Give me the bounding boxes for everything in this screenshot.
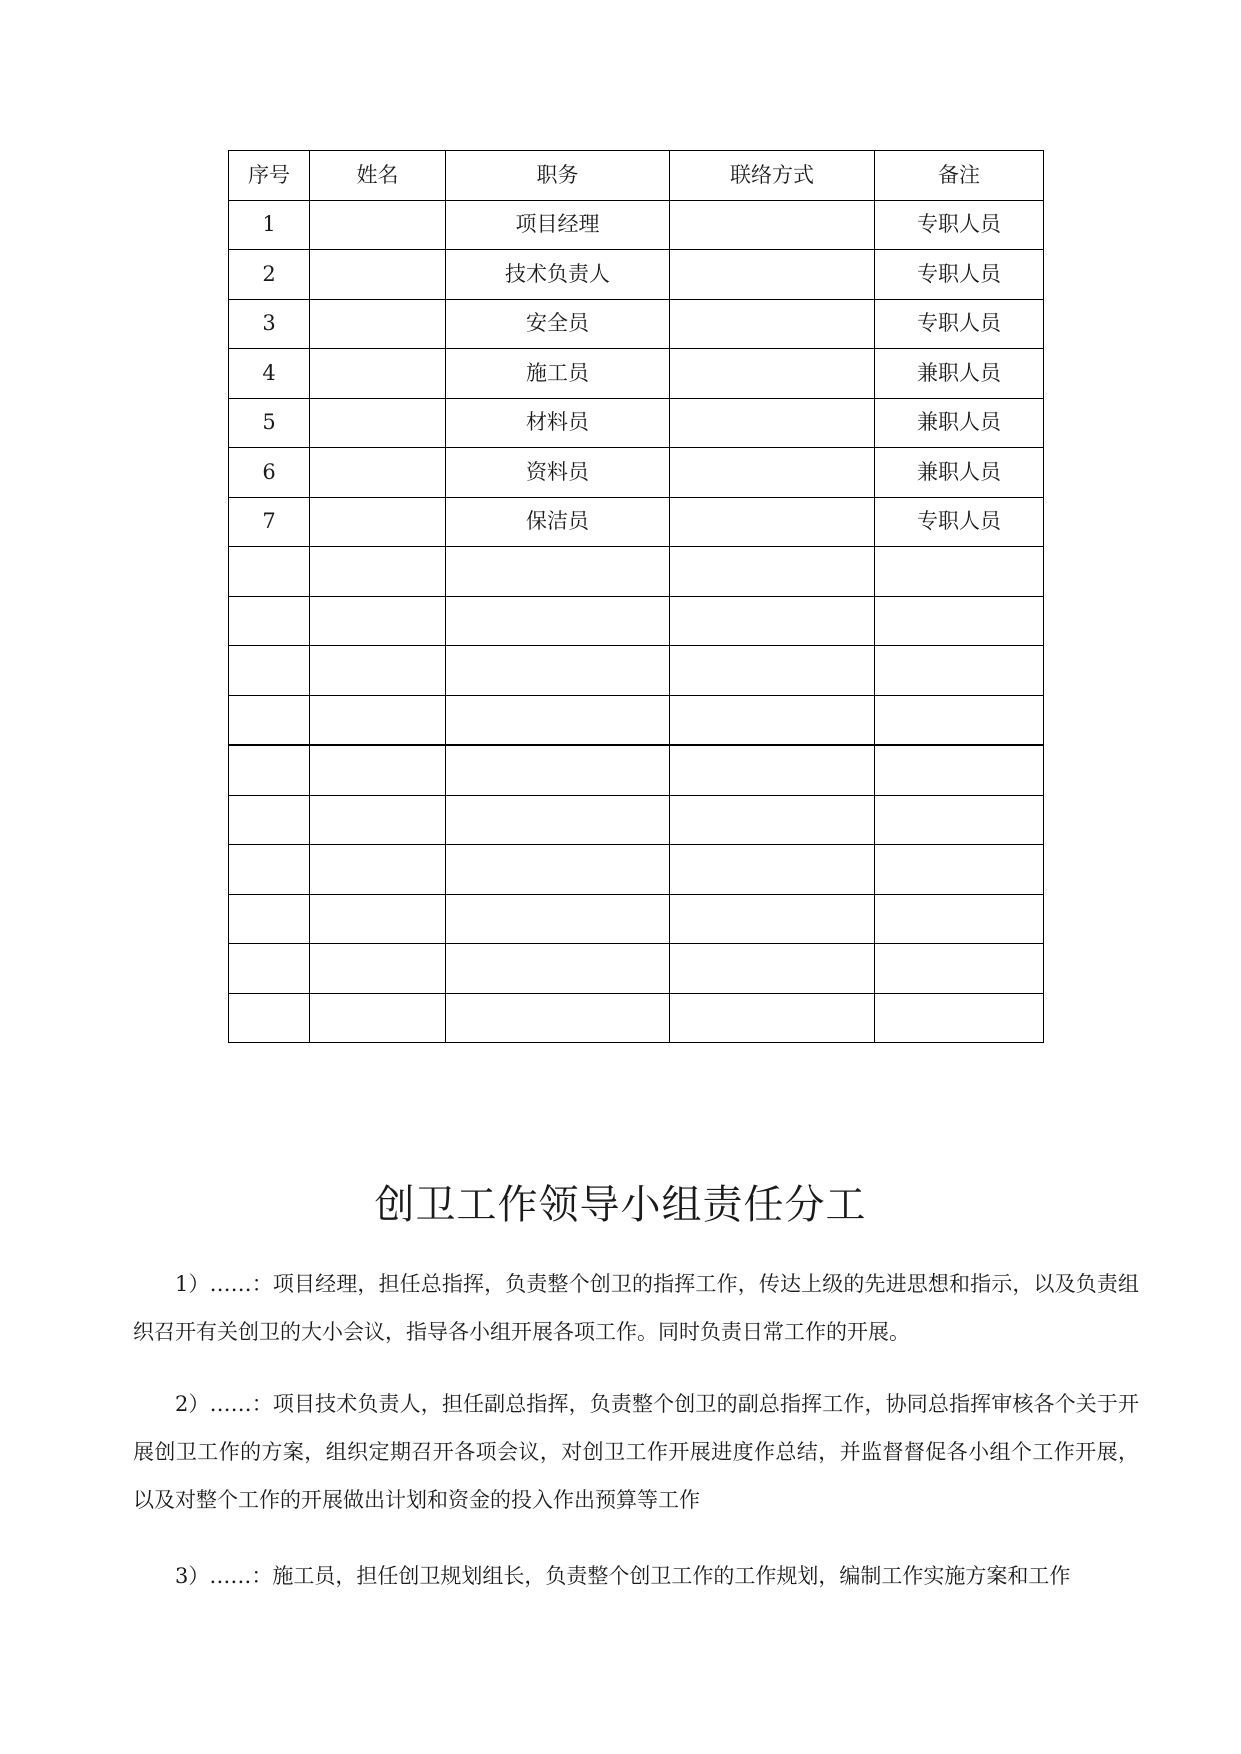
cell-remarks: 兼职人员: [875, 448, 1044, 498]
table-row: [229, 795, 1044, 845]
cell-index: [229, 547, 310, 597]
header-cell-contact: 联络方式: [670, 151, 875, 201]
cell-index: 7: [229, 497, 310, 547]
cell-position: 保洁员: [446, 497, 670, 547]
header-cell-index: 序号: [229, 151, 310, 201]
cell-name: [310, 398, 446, 448]
cell-index: [229, 695, 310, 745]
cell-remarks: [875, 944, 1044, 994]
cell-contact: [670, 250, 875, 300]
cell-remarks: [875, 547, 1044, 597]
cell-contact: [670, 448, 875, 498]
cell-name: [310, 547, 446, 597]
cell-index: [229, 894, 310, 944]
cell-index: 5: [229, 398, 310, 448]
cell-contact: [670, 646, 875, 696]
responsibility-paragraph-2: 2）……：项目技术负责人，担任副总指挥，负责整个创卫的副总指挥工作，协同总指挥审核各个关于开展创卫工作的方案，组织定期召开各项会议，对创卫工作开展进度作总结，并监督督促各小组个工作开展，以及对整个工作的开展做出计划和资金的投入作出预算等工作: [133, 1392, 1139, 1512]
cell-remarks: [875, 695, 1044, 745]
cell-remarks: 专职人员: [875, 200, 1044, 250]
table-row: [229, 745, 1044, 795]
cell-index: [229, 596, 310, 646]
cell-contact: [670, 547, 875, 597]
table-row: [229, 250, 1044, 300]
cell-name: [310, 646, 446, 696]
cell-remarks: 专职人员: [875, 497, 1044, 547]
table-row: [229, 349, 1044, 399]
cell-index: [229, 993, 310, 1043]
cell-contact: [670, 299, 875, 349]
table-row: [229, 695, 1044, 745]
cell-position: [446, 745, 670, 795]
cell-position: [446, 795, 670, 845]
cell-position: [446, 845, 670, 895]
cell-name: [310, 497, 446, 547]
cell-name: [310, 200, 446, 250]
cell-index: 1: [229, 200, 310, 250]
cell-index: 6: [229, 448, 310, 498]
cell-name: [310, 349, 446, 399]
cell-index: [229, 944, 310, 994]
cell-name: [310, 596, 446, 646]
cell-contact: [670, 695, 875, 745]
staff-table: [228, 150, 1044, 1043]
cell-contact: [670, 944, 875, 994]
cell-remarks: 兼职人员: [875, 349, 1044, 399]
cell-name: [310, 299, 446, 349]
cell-position: [446, 547, 670, 597]
cell-position: [446, 944, 670, 994]
table-row: [229, 299, 1044, 349]
cell-remarks: [875, 745, 1044, 795]
cell-contact: [670, 200, 875, 250]
cell-name: [310, 944, 446, 994]
cell-remarks: [875, 596, 1044, 646]
cell-index: [229, 646, 310, 696]
cell-remarks: 专职人员: [875, 299, 1044, 349]
cell-position: [446, 993, 670, 1043]
header-cell-name: 姓名: [310, 151, 446, 201]
cell-remarks: 兼职人员: [875, 398, 1044, 448]
header-cell-position: 职务: [446, 151, 670, 201]
cell-contact: [670, 993, 875, 1043]
table-row: [229, 398, 1044, 448]
cell-position: 项目经理: [446, 200, 670, 250]
table-row: [229, 646, 1044, 696]
cell-name: [310, 448, 446, 498]
cell-contact: [670, 845, 875, 895]
cell-position: [446, 646, 670, 696]
cell-position: 安全员: [446, 299, 670, 349]
cell-remarks: [875, 845, 1044, 895]
cell-position: 技术负责人: [446, 250, 670, 300]
cell-name: [310, 745, 446, 795]
table-row: [229, 894, 1044, 944]
cell-name: [310, 695, 446, 745]
cell-contact: [670, 398, 875, 448]
cell-name: [310, 894, 446, 944]
table-row: [229, 200, 1044, 250]
cell-index: 3: [229, 299, 310, 349]
header-cell-remarks: 备注: [875, 151, 1044, 201]
cell-position: 资料员: [446, 448, 670, 498]
cell-remarks: [875, 894, 1044, 944]
table-row: [229, 547, 1044, 597]
cell-contact: [670, 497, 875, 547]
cell-contact: [670, 596, 875, 646]
table-row: [229, 596, 1044, 646]
table-row: [229, 448, 1044, 498]
cell-remarks: [875, 646, 1044, 696]
cell-index: [229, 795, 310, 845]
cell-index: [229, 845, 310, 895]
cell-position: 材料员: [446, 398, 670, 448]
cell-name: [310, 993, 446, 1043]
table-body: [229, 200, 1044, 1043]
cell-position: 施工员: [446, 349, 670, 399]
cell-remarks: [875, 795, 1044, 845]
table-row: [229, 845, 1044, 895]
cell-contact: [670, 894, 875, 944]
table-row: [229, 497, 1044, 547]
cell-index: 2: [229, 250, 310, 300]
cell-position: [446, 695, 670, 745]
responsibility-paragraph-1: 1）……：项目经理，担任总指挥，负责整个创卫的指挥工作，传达上级的先进思想和指示，以及负责组织召开有关创卫的大小会议，指导各小组开展各项工作。同时负责日常工作的开展。: [133, 1272, 1139, 1344]
cell-remarks: 专职人员: [875, 250, 1044, 300]
table-row: [229, 944, 1044, 994]
cell-name: [310, 250, 446, 300]
cell-remarks: [875, 993, 1044, 1043]
cell-name: [310, 795, 446, 845]
cell-contact: [670, 795, 875, 845]
cell-name: [310, 845, 446, 895]
responsibility-paragraph-3: 3）……：施工员，担任创卫规划组长，负责整个创卫工作的工作规划，编制工作实施方案和工作: [175, 1564, 1071, 1588]
table-row: [229, 993, 1044, 1043]
cell-index: [229, 745, 310, 795]
cell-contact: [670, 349, 875, 399]
section-title: 创卫工作领导小组责任分工: [374, 1182, 867, 1228]
cell-index: 4: [229, 349, 310, 399]
cell-contact: [670, 745, 875, 795]
table-header-row: [229, 151, 1044, 201]
cell-position: [446, 894, 670, 944]
cell-position: [446, 596, 670, 646]
